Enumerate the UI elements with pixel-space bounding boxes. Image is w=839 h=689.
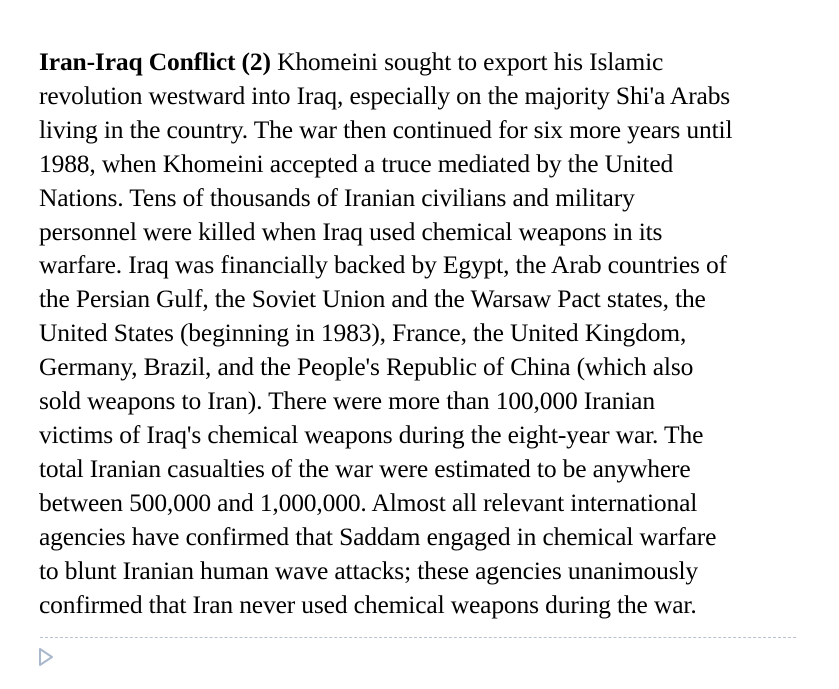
text-line: confirmed that Iran never used chemical weapons during the war. [39,589,697,619]
text-line: sold weapons to Iran). There were more than 100,000 Iranian [39,386,655,416]
text-line: to blunt Iranian human wave attacks; these agencies unanimously [39,555,699,585]
text-line: 1988, when Khomeini accepted a truce mediated by the United [39,148,674,178]
dashed-divider [40,637,796,638]
text-line: total Iranian casualties of the war were estimated to be anywhere [39,453,691,483]
text-line: agencies have confirmed that Saddam engaged in chemical warfare [39,521,717,551]
text-line: victims of Iraq's chemical weapons during the eight-year war. The [39,419,704,449]
triangle-bullet-icon [38,647,54,667]
text-line: personnel were killed when Iraq used chemical weapons in its [39,216,663,246]
text-line: Nations. Tens of thousands of Iranian civilians and military [39,182,635,212]
first-line-text: Khomeini sought to export his Islamic [270,47,664,76]
text-line: the Persian Gulf, the Soviet Union and the Warsaw Pact states, the [39,284,706,314]
text-line: United States (beginning in 1983), France, the United Kingdom, [39,318,687,348]
slide-body-text [39,45,829,621]
slide-title: Iran-Iraq Conflict (2) [39,47,271,76]
text-line: warfare. Iraq was financially backed by Egypt, the Arab countries of [39,250,727,280]
text-line: Germany, Brazil, and the People's Republic of China (which also [39,352,694,382]
text-line: between 500,000 and 1,000,000. Almost all relevant international [39,487,698,517]
text-line: living in the country. The war then continued for six more years until [39,114,733,144]
text-line-1 [39,45,829,79]
text-line: revolution westward into Iraq, especially on the majority Shi'a Arabs [39,80,731,110]
